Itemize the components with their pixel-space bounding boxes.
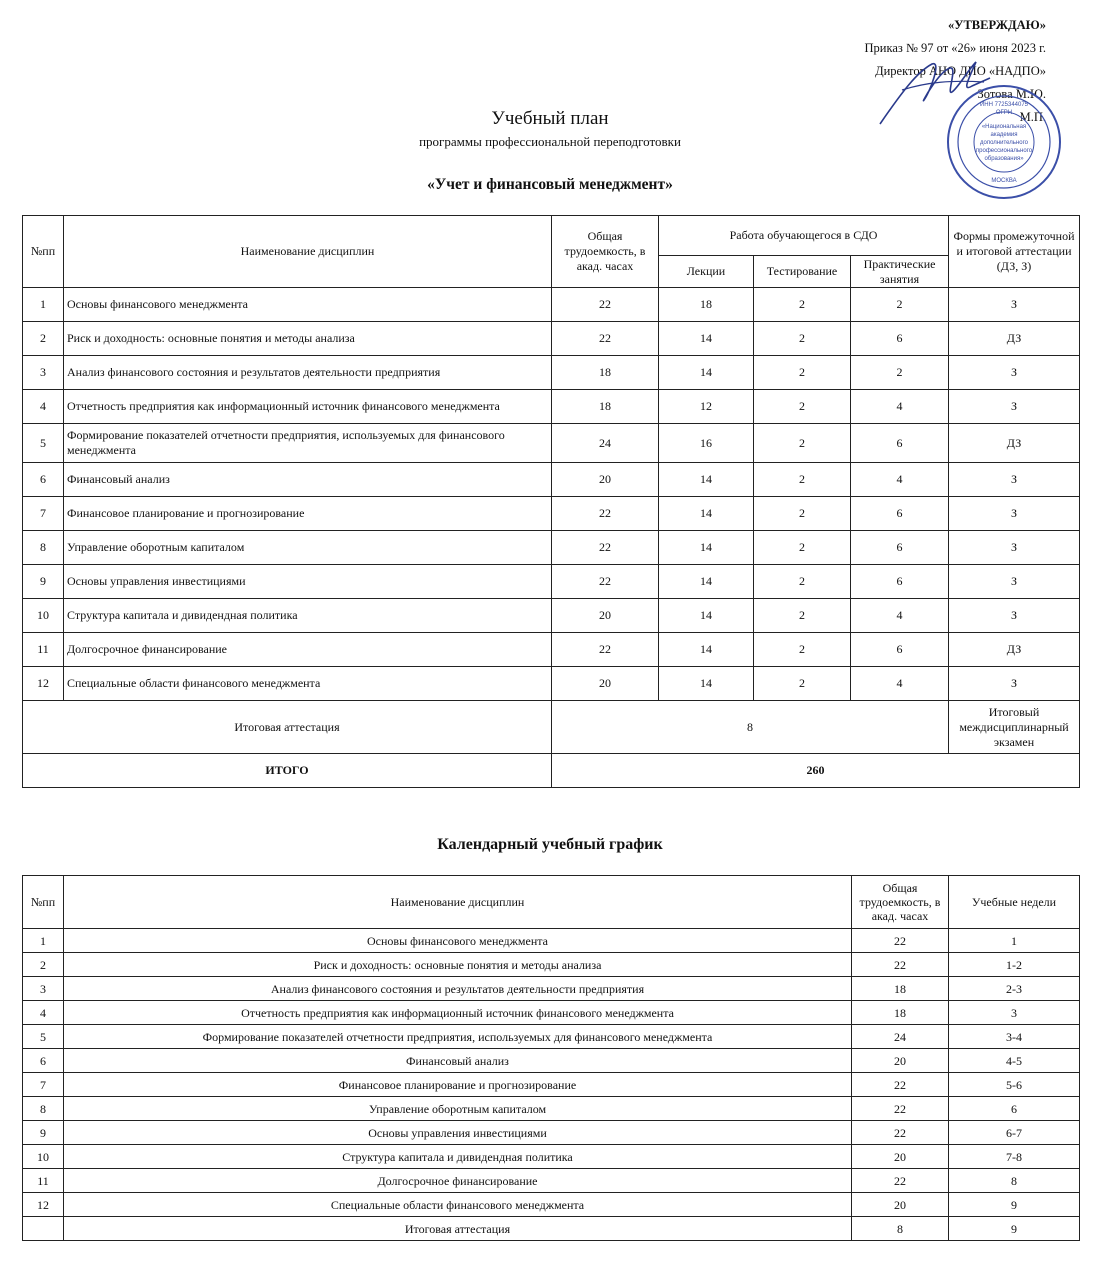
table-row — [23, 1025, 1080, 1049]
cal-weeks-header: Учебные недели — [949, 876, 1080, 929]
cell-practice: 6 — [851, 531, 949, 565]
cell-practice: 2 — [851, 356, 949, 390]
cell-practice: 4 — [851, 463, 949, 497]
cell-form: З — [949, 463, 1080, 497]
col-name-header: Наименование дисциплин — [64, 216, 552, 288]
table-row — [23, 390, 1080, 424]
col-testing-header: Тестирование — [754, 256, 851, 288]
cal-cell-weeks: 6-7 — [949, 1121, 1080, 1145]
cal-cell-name: Формирование показателей отчетности предприятия, используемых для финансового менеджмента — [64, 1025, 852, 1049]
table-row — [23, 1097, 1080, 1121]
table-row — [23, 322, 1080, 356]
approval-name: Зотова М.Ю. — [977, 87, 1046, 101]
cell-testing: 2 — [754, 322, 851, 356]
cell-lectures: 14 — [659, 599, 754, 633]
table-row — [23, 531, 1080, 565]
table-row — [23, 1169, 1080, 1193]
table-row — [23, 356, 1080, 390]
cell-form: ДЗ — [949, 633, 1080, 667]
cal-cell-num: 2 — [23, 953, 64, 977]
cal-cell-total: 20 — [852, 1049, 949, 1073]
cell-form: З — [949, 565, 1080, 599]
cell-name: Риск и доходность: основные понятия и методы анализа — [64, 322, 552, 356]
stamp-line-inn: ИНН 7725344075 — [979, 102, 1029, 108]
cell-num: 1 — [23, 288, 64, 322]
cal-cell-num: 12 — [23, 1193, 64, 1217]
curriculum-body — [23, 288, 1080, 701]
col-forms-header: Формы промежуточной и итоговой аттестации (ДЗ, З) — [949, 216, 1080, 288]
cell-name: Основы финансового менеджмента — [64, 288, 552, 322]
cell-form: З — [949, 667, 1080, 701]
table-row — [23, 977, 1080, 1001]
cell-testing: 2 — [754, 667, 851, 701]
cal-name-header: Наименование дисциплин — [64, 876, 852, 929]
cell-form: З — [949, 356, 1080, 390]
cell-name: Специальные области финансового менеджмента — [64, 667, 552, 701]
cell-testing: 2 — [754, 531, 851, 565]
cell-practice: 2 — [851, 288, 949, 322]
table-row — [23, 1145, 1080, 1169]
cell-practice: 6 — [851, 424, 949, 463]
table-row — [23, 463, 1080, 497]
table-row — [23, 497, 1080, 531]
cell-practice: 4 — [851, 667, 949, 701]
curriculum-table — [22, 215, 1080, 788]
cal-cell-weeks: 7-8 — [949, 1145, 1080, 1169]
cell-lectures: 14 — [659, 463, 754, 497]
cell-num: 5 — [23, 424, 64, 463]
cell-total: 22 — [552, 322, 659, 356]
cell-num: 11 — [23, 633, 64, 667]
cell-testing: 2 — [754, 565, 851, 599]
cell-form: З — [949, 497, 1080, 531]
cell-lectures: 18 — [659, 288, 754, 322]
cal-cell-num: 6 — [23, 1049, 64, 1073]
table-row — [23, 1121, 1080, 1145]
cal-cell-num: 11 — [23, 1169, 64, 1193]
cell-testing: 2 — [754, 599, 851, 633]
col-total-header: Общая трудоемкость, в акад. часах — [552, 216, 659, 288]
cal-cell-name: Структура капитала и дивидендная политика — [64, 1145, 852, 1169]
stamp-line-ogrn: ОГРН — [995, 110, 1013, 116]
cal-cell-weeks: 6 — [949, 1097, 1080, 1121]
col-work-header: Работа обучающегося в СДО — [659, 216, 949, 256]
table-row — [23, 288, 1080, 322]
stamp-line-city: МОСКВА — [991, 178, 1017, 184]
cal-cell-total: 22 — [852, 953, 949, 977]
cell-name: Управление оборотным капиталом — [64, 531, 552, 565]
cell-practice: 6 — [851, 497, 949, 531]
cell-lectures: 14 — [659, 531, 754, 565]
cell-num: 7 — [23, 497, 64, 531]
cell-form: З — [949, 390, 1080, 424]
cal-cell-weeks: 9 — [949, 1193, 1080, 1217]
cell-total: 20 — [552, 667, 659, 701]
cell-total: 18 — [552, 390, 659, 424]
table-row — [23, 633, 1080, 667]
cal-cell-num: 7 — [23, 1073, 64, 1097]
cal-cell-weeks: 3 — [949, 1001, 1080, 1025]
final-form: Итоговый междисциплинарный экзамен — [949, 701, 1080, 754]
cell-num: 8 — [23, 531, 64, 565]
col-lectures-header: Лекции — [659, 256, 754, 288]
cal-total-header: Общая трудоемкость, в акад. часах — [852, 876, 949, 929]
cal-cell-name: Основы финансового менеджмента — [64, 929, 852, 953]
total-label: ИТОГО — [23, 754, 552, 788]
cal-cell-num: 1 — [23, 929, 64, 953]
cell-total: 20 — [552, 599, 659, 633]
cal-cell-total: 22 — [852, 1073, 949, 1097]
table-row — [23, 953, 1080, 977]
cell-name: Формирование показателей отчетности предприятия, используемых для финансового менеджмента — [64, 424, 552, 463]
cal-cell-num: 9 — [23, 1121, 64, 1145]
cell-num: 9 — [23, 565, 64, 599]
final-hours: 8 — [552, 701, 949, 754]
cal-cell-name: Специальные области финансового менеджмента — [64, 1193, 852, 1217]
cal-cell-weeks: 5-6 — [949, 1073, 1080, 1097]
cell-practice: 6 — [851, 633, 949, 667]
table-row — [23, 929, 1080, 953]
total-hours: 260 — [552, 754, 1080, 788]
table-row — [23, 599, 1080, 633]
cal-cell-name: Анализ финансового состояния и результатов деятельности предприятия — [64, 977, 852, 1001]
cell-total: 22 — [552, 288, 659, 322]
cell-total: 22 — [552, 497, 659, 531]
cell-form: ДЗ — [949, 424, 1080, 463]
cell-name: Анализ финансового состояния и результатов деятельности предприятия — [64, 356, 552, 390]
cell-lectures: 14 — [659, 497, 754, 531]
cell-lectures: 14 — [659, 322, 754, 356]
cell-name: Структура капитала и дивидендная политика — [64, 599, 552, 633]
cell-num: 2 — [23, 322, 64, 356]
cell-testing: 2 — [754, 633, 851, 667]
stamp-line-4: профессионального — [975, 148, 1033, 154]
col-practice-header: Практические занятия — [851, 256, 949, 288]
stamp-line-3: дополнительного — [980, 140, 1028, 146]
cell-lectures: 14 — [659, 565, 754, 599]
cal-num-header: №пп — [23, 876, 64, 929]
plan-title: Учебный план — [491, 108, 609, 129]
cal-cell-total: 20 — [852, 1145, 949, 1169]
cell-lectures: 12 — [659, 390, 754, 424]
cal-cell-total: 22 — [852, 1097, 949, 1121]
cal-cell-weeks: 8 — [949, 1169, 1080, 1193]
stamp-line-2: академия — [990, 132, 1018, 138]
cell-testing: 2 — [754, 497, 851, 531]
cell-total: 22 — [552, 633, 659, 667]
cell-form: З — [949, 599, 1080, 633]
cal-cell-total: 22 — [852, 1169, 949, 1193]
cell-lectures: 14 — [659, 356, 754, 390]
cell-total: 22 — [552, 565, 659, 599]
cal-cell-num: 4 — [23, 1001, 64, 1025]
cal-cell-weeks: 1 — [949, 929, 1080, 953]
table-row — [23, 1049, 1080, 1073]
cell-num: 10 — [23, 599, 64, 633]
cal-cell-total: 24 — [852, 1025, 949, 1049]
cal-cell-num — [23, 1217, 64, 1241]
stamp-line-5: образования» — [984, 156, 1024, 162]
cell-lectures: 14 — [659, 667, 754, 701]
cal-cell-name: Финансовое планирование и прогнозирование — [64, 1073, 852, 1097]
cell-total: 20 — [552, 463, 659, 497]
cal-cell-num: 3 — [23, 977, 64, 1001]
table-row — [23, 667, 1080, 701]
cell-name: Финансовый анализ — [64, 463, 552, 497]
cal-cell-name: Финансовый анализ — [64, 1049, 852, 1073]
cell-testing: 2 — [754, 390, 851, 424]
calendar-title: Календарный учебный график — [437, 836, 663, 853]
cell-name: Отчетность предприятия как информационный источник финансового менеджмента — [64, 390, 552, 424]
cal-cell-weeks: 2-3 — [949, 977, 1080, 1001]
cell-lectures: 16 — [659, 424, 754, 463]
table-row — [23, 1217, 1080, 1241]
cell-total: 18 — [552, 356, 659, 390]
cal-cell-weeks: 3-4 — [949, 1025, 1080, 1049]
approval-director: Директор АНО ДПО «НАДПО» — [875, 64, 1046, 78]
cal-cell-total: 22 — [852, 1121, 949, 1145]
cell-testing: 2 — [754, 288, 851, 322]
cell-testing: 2 — [754, 463, 851, 497]
approval-seal-label: М.П. — [1019, 110, 1046, 124]
cal-cell-weeks: 9 — [949, 1217, 1080, 1241]
table-row — [23, 565, 1080, 599]
cell-practice: 4 — [851, 599, 949, 633]
cell-num: 6 — [23, 463, 64, 497]
calendar-body — [23, 929, 1080, 1241]
cal-cell-total: 18 — [852, 1001, 949, 1025]
table-row — [23, 1193, 1080, 1217]
cell-lectures: 14 — [659, 633, 754, 667]
cell-num: 12 — [23, 667, 64, 701]
cell-form: З — [949, 531, 1080, 565]
approval-title: «УТВЕРЖДАЮ» — [948, 18, 1046, 32]
cal-cell-name: Отчетность предприятия как информационный источник финансового менеджмента — [64, 1001, 852, 1025]
cal-cell-weeks: 1-2 — [949, 953, 1080, 977]
program-title: «Учет и финансовый менеджмент» — [427, 176, 673, 193]
cell-total: 22 — [552, 531, 659, 565]
cal-cell-name: Риск и доходность: основные понятия и методы анализа — [64, 953, 852, 977]
cal-cell-name: Управление оборотным капиталом — [64, 1097, 852, 1121]
cal-cell-total: 18 — [852, 977, 949, 1001]
calendar-table — [22, 875, 1080, 1241]
cell-form: ДЗ — [949, 322, 1080, 356]
col-num-header: №пп — [23, 216, 64, 288]
table-row — [23, 1073, 1080, 1097]
cell-name: Основы управления инвестициями — [64, 565, 552, 599]
cell-num: 4 — [23, 390, 64, 424]
cell-practice: 6 — [851, 565, 949, 599]
cell-form: З — [949, 288, 1080, 322]
cell-total: 24 — [552, 424, 659, 463]
final-label: Итоговая аттестация — [23, 701, 552, 754]
cal-cell-total: 20 — [852, 1193, 949, 1217]
table-row — [23, 424, 1080, 463]
cell-testing: 2 — [754, 356, 851, 390]
cal-cell-total: 8 — [852, 1217, 949, 1241]
table-row — [23, 1001, 1080, 1025]
cell-name: Долгосрочное финансирование — [64, 633, 552, 667]
approval-order: Приказ № 97 от «26» июня 2023 г. — [864, 41, 1046, 55]
cal-cell-name: Итоговая аттестация — [64, 1217, 852, 1241]
cal-cell-name: Основы управления инвестициями — [64, 1121, 852, 1145]
cal-cell-total: 22 — [852, 929, 949, 953]
cal-cell-weeks: 4-5 — [949, 1049, 1080, 1073]
cell-practice: 6 — [851, 322, 949, 356]
cal-cell-num: 10 — [23, 1145, 64, 1169]
cal-cell-name: Долгосрочное финансирование — [64, 1169, 852, 1193]
plan-subtitle: программы профессиональной переподготовки — [419, 134, 681, 149]
cell-num: 3 — [23, 356, 64, 390]
cell-testing: 2 — [754, 424, 851, 463]
cell-name: Финансовое планирование и прогнозирование — [64, 497, 552, 531]
cell-practice: 4 — [851, 390, 949, 424]
cal-cell-num: 8 — [23, 1097, 64, 1121]
stamp-line-1: «Национальная — [981, 124, 1027, 130]
cal-cell-num: 5 — [23, 1025, 64, 1049]
